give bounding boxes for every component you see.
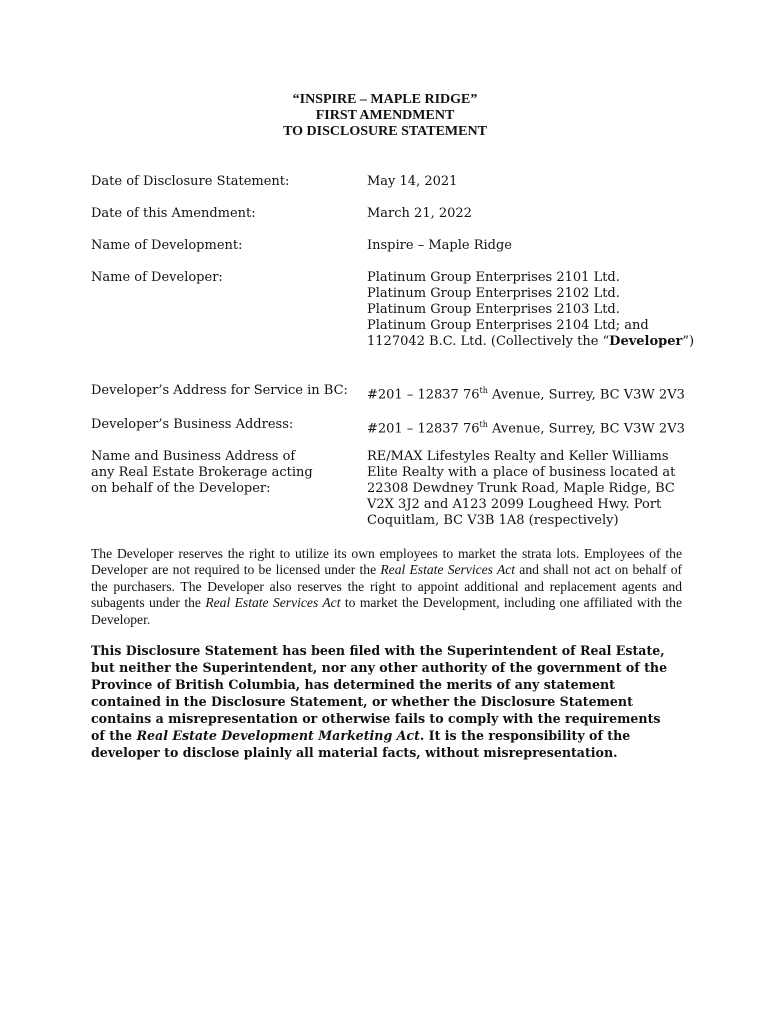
notice-line-3: Province of British Columbia, has determined the merits of any statement bbox=[91, 677, 615, 692]
title-line-3: TO DISCLOSURE STATEMENT bbox=[283, 124, 487, 139]
disclosure-date-label: Date of Disclosure Statement: bbox=[91, 174, 290, 189]
notice-line-6-end: . It is the responsibility of the bbox=[419, 728, 631, 743]
notice-line-1: This Disclosure Statement has been filed with the Superintendent of Real Estate, bbox=[91, 643, 665, 658]
developer-entity-5 bbox=[367, 334, 695, 350]
developer-name-value bbox=[367, 270, 695, 350]
details-table bbox=[91, 174, 695, 531]
superintendent-notice bbox=[91, 642, 681, 761]
paragraph-part-3: to market the Development, including one affiliated with the Developer. bbox=[91, 595, 683, 627]
business-address-ordinal: th bbox=[479, 420, 488, 429]
marketing-paragraph bbox=[91, 546, 682, 628]
brokerage-line-4: V2X 3J2 and A123 2099 Lougheed Hwy. Port bbox=[367, 497, 662, 512]
business-address-label: Developer’s Business Address: bbox=[91, 417, 294, 432]
row-brokerage bbox=[91, 449, 691, 531]
service-address-value bbox=[367, 383, 691, 403]
row-business-address bbox=[91, 417, 691, 449]
amendment-date-value: March 21, 2022 bbox=[367, 206, 472, 221]
row-development-name bbox=[91, 238, 691, 270]
notice-line-5: contains a misrepresentation or otherwise fails to comply with the requirements bbox=[91, 711, 661, 726]
amendment-date-label: Date of this Amendment: bbox=[91, 206, 256, 221]
developer-entity-5-close: ”) bbox=[682, 334, 695, 349]
title-line-2: FIRST AMENDMENT bbox=[315, 108, 455, 123]
paragraph-part-1: The Developer reserves the right to utilize its own employees to market the strata lots. Employees of the Developer are not required to be licensed under the bbox=[91, 546, 682, 578]
brokerage-label-line-1: Name and Business Address of bbox=[91, 449, 296, 464]
developer-name-label: Name of Developer: bbox=[91, 270, 223, 285]
notice-line-4: contained in the Disclosure Statement, or whether the Disclosure Statement bbox=[91, 694, 633, 709]
disclosure-date-value: May 14, 2021 bbox=[367, 174, 458, 189]
brokerage-line-1: RE/MAX Lifestyles Realty and Keller Williams bbox=[367, 449, 669, 464]
developer-entity-4: Platinum Group Enterprises 2104 Ltd; and bbox=[367, 318, 649, 333]
notice-line-6 bbox=[91, 727, 681, 744]
row-disclosure-date bbox=[91, 174, 691, 206]
brokerage-label-line-2: any Real Estate Brokerage acting bbox=[91, 465, 313, 480]
service-address-number: #201 – 12837 76 bbox=[367, 387, 480, 403]
act-reference-1: Real Estate Services Act bbox=[380, 562, 516, 578]
brokerage-label bbox=[91, 449, 351, 497]
developer-entity-2: Platinum Group Enterprises 2102 Ltd. bbox=[367, 286, 620, 301]
row-amendment-date bbox=[91, 206, 691, 238]
document-title bbox=[0, 92, 770, 140]
service-address-ordinal: th bbox=[479, 386, 488, 395]
brokerage-line-3: 22308 Dewdney Trunk Road, Maple Ridge, BC bbox=[367, 481, 675, 496]
business-address-street: Avenue, Surrey, BC V3W 2V3 bbox=[487, 421, 685, 437]
act-reference-2: Real Estate Services Act bbox=[205, 595, 341, 611]
developer-entity-1: Platinum Group Enterprises 2101 Ltd. bbox=[367, 270, 620, 285]
brokerage-line-2: Elite Realty with a place of business located at bbox=[367, 465, 676, 480]
brokerage-label-line-3: on behalf of the Developer: bbox=[91, 481, 271, 496]
business-address-number: #201 – 12837 76 bbox=[367, 421, 480, 437]
brokerage-value bbox=[367, 449, 691, 529]
notice-line-2: but neither the Superintendent, nor any other authority of the government of the bbox=[91, 660, 668, 675]
business-address-value bbox=[367, 417, 691, 437]
development-name-label: Name of Development: bbox=[91, 238, 243, 253]
development-name-value: Inspire – Maple Ridge bbox=[367, 238, 512, 253]
notice-act-reference: Real Estate Development Marketing Act bbox=[136, 728, 420, 743]
developer-entity-3: Platinum Group Enterprises 2103 Ltd. bbox=[367, 302, 620, 317]
title-line-1: “INSPIRE – MAPLE RIDGE” bbox=[292, 92, 478, 107]
developer-defined-term: Developer bbox=[609, 334, 683, 349]
row-developer-name bbox=[91, 270, 695, 383]
brokerage-line-5: Coquitlam, BC V3B 1A8 (respectively) bbox=[367, 513, 619, 528]
notice-line-7: developer to disclose plainly all material facts, without misrepresentation. bbox=[91, 745, 618, 760]
paragraph-part-2: and shall not act on behalf of the purchasers. The Developer also reserves the right to appoint additional and replacement agents and subagents under the bbox=[91, 562, 683, 611]
notice-line-6-start: of the bbox=[91, 728, 137, 743]
service-address-label: Developer’s Address for Service in BC: bbox=[91, 383, 348, 398]
service-address-street: Avenue, Surrey, BC V3W 2V3 bbox=[487, 387, 685, 403]
developer-entity-5-text: 1127042 B.C. Ltd. (Collectively the “ bbox=[367, 334, 610, 349]
row-service-address bbox=[91, 383, 691, 417]
